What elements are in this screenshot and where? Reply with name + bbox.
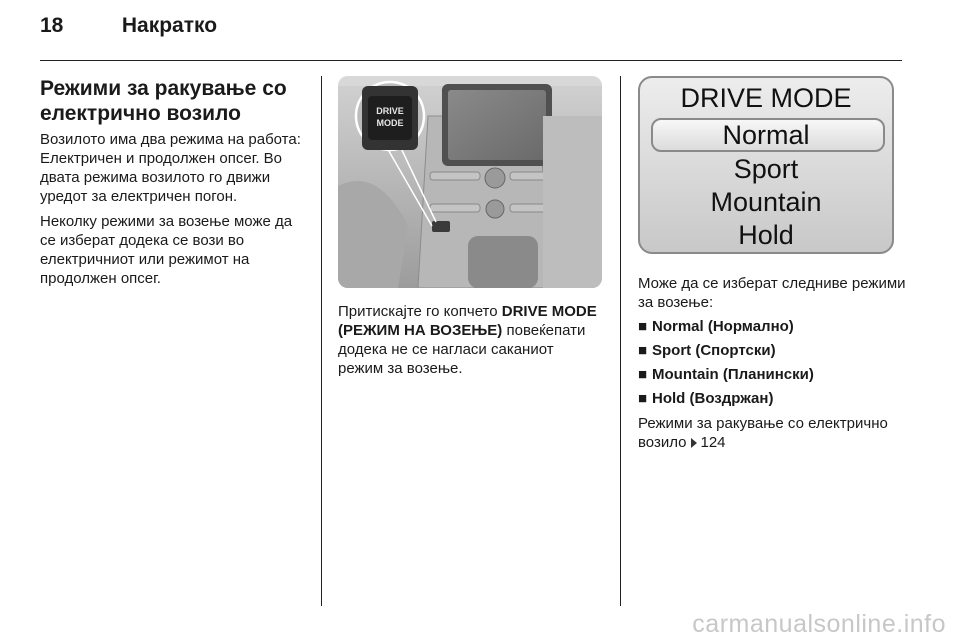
page-reference-icon [691, 438, 697, 448]
screen-option-mountain: Mountain [710, 187, 822, 217]
column-1 [40, 76, 308, 294]
section-title: Накратко [121, 14, 218, 37]
dashboard-illustration [338, 76, 602, 288]
watermark: carmanualsonline.info [692, 610, 946, 638]
xref-page: 124 [700, 434, 726, 451]
dashboard-photo [338, 76, 602, 288]
screen-option-sport: Sport [733, 154, 799, 184]
modes-intro: Може да се изберат следниве режими за возење: [638, 275, 906, 311]
drive-mode-screen [638, 76, 894, 254]
screen-title: DRIVE MODE [680, 83, 852, 113]
page-header [40, 14, 217, 38]
caption-suffix: повеќепати додека не се нагласи саканиот режим за возење. [338, 322, 586, 377]
drive-button-label-1: DRIVE [376, 106, 404, 116]
list-item: ■ Mountain (Планински) [638, 366, 814, 383]
modes-paragraph: Неколку режими за возење може да се изберат додека се вози во електричниот или режимот на продолжен опсег. [40, 213, 293, 287]
drive-mode-button-small [432, 221, 450, 232]
header-rule [40, 60, 902, 61]
list-item: ■ Sport (Спортски) [638, 342, 776, 359]
cross-reference[interactable]: Режими за ракување со електрично возило 124 [638, 415, 888, 451]
screen-option-normal: Normal [722, 120, 810, 150]
list-item: ■ Normal (Нормално) [638, 318, 794, 335]
drive-button-label-2: MODE [376, 118, 404, 128]
section-heading: Режими за ракување со електрично возило [40, 77, 287, 125]
screen-option-hold: Hold [738, 220, 794, 250]
photo-caption [338, 302, 602, 378]
column-divider-1 [321, 76, 322, 606]
caption-button-name: DRIVE MODE (РЕЖИМ НА ВОЗЕЊЕ) [338, 303, 597, 339]
intro-paragraph: Возилото има два режима на работа: Електричен и продолжен опсег. Во двата режима возилото го движи уредот за електричен погон. [40, 131, 301, 205]
column-divider-2 [620, 76, 621, 606]
column-2 [338, 76, 602, 378]
modes-list [638, 318, 906, 408]
page-number: 18 [40, 14, 64, 37]
caption-prefix: Притискајте го копчето [338, 303, 502, 320]
list-item: ■ Hold (Воздржан) [638, 390, 774, 407]
modes-text [638, 274, 906, 452]
